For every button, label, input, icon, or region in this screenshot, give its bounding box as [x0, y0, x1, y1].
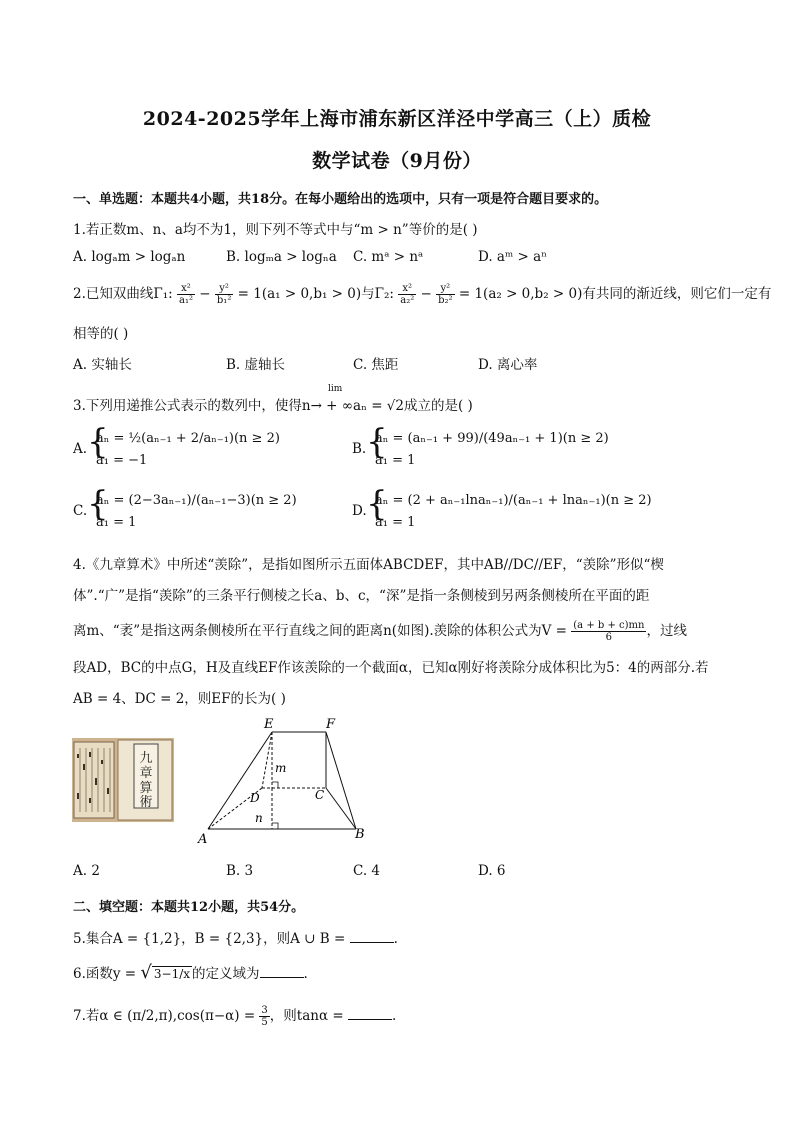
book-photo-svg	[72, 738, 174, 822]
q1-option-c: C. mᵃ > nᵃ	[353, 249, 424, 265]
section1-heading: 一、单选题：本题共4小题，共18分。在每小题给出的选项中，只有一项是符合题目要求的。	[73, 192, 608, 207]
q2-option-c: C. 焦距	[353, 357, 399, 373]
q7-stem-b: ，则tanα =	[269, 1008, 348, 1024]
label-a: A	[198, 832, 208, 847]
q3-option-c-line2: a₁ = 1	[96, 515, 137, 530]
q7-fraction: $\frac{3}{5}$	[261, 1005, 268, 1028]
q3-option-d-line1: aₙ = (2 + aₙ₋₁lnaₙ₋₁)/(aₙ₋₁ + lnaₙ₋₁)(n ≥ 2)	[375, 493, 652, 508]
q1-stem: 1.若正数m、n、a均不为1，则下列不等式中与“m > n”等价的是( )	[73, 222, 478, 238]
q3-option-b-line2: a₁ = 1	[375, 453, 416, 468]
q2-option-a: A. 实轴长	[73, 357, 132, 373]
q3-option-a-brace: {	[87, 422, 109, 462]
section2-heading: 二、填空题：本题共12小题，共54分。	[73, 900, 305, 915]
q4-volume-fraction: $\frac{(a + b + c)mn}{6}$	[573, 620, 645, 643]
q3-option-b-brace: {	[366, 422, 388, 462]
q3-option-c-brace: {	[87, 484, 109, 524]
label-c: C	[315, 788, 325, 802]
q3-option-b-label: B.	[352, 441, 367, 457]
q2-frac1-x: $\frac{\text{x²}}{\text{a₁²}}$	[179, 283, 193, 306]
q6-radicand: 3−1/x	[153, 967, 191, 981]
q6-end: .	[303, 966, 308, 982]
q2-frac1-y: $\frac{\text{y²}}{\text{b₁²}}$	[216, 283, 232, 306]
q3-option-c-line1: aₙ = (2−3aₙ₋₁)/(aₙ₋₁−3)(n ≥ 2)	[96, 493, 297, 508]
q5-end: .	[393, 931, 398, 947]
label-d: D	[250, 791, 260, 805]
q6-stem-a: 6.函数y =	[73, 966, 141, 982]
book-title-char-2: 章	[139, 766, 153, 781]
label-m: m	[275, 761, 287, 775]
q7-stem-a: 7.若α ∈ (π/2,π),cos(π−α) =	[73, 1008, 260, 1024]
q4-figure	[196, 714, 374, 848]
q2-option-b: B. 虚轴长	[226, 357, 286, 373]
q2-stem-line1: 2.已知双曲线Γ₁: $\frac{\text{x²}}{\text{a₁²}}$ − $\frac{\text{y²}}{\text{b₁²}}$ = 1(a₁ > 0,b₁ > 0)与Γ₂: $\frac{\text{x²}}{\text{a₂²}}$ − $\frac{\text{y²}}{\text{b₂²}}$ = 1(a₂ > 0,b₂ > 0)有共同的渐近线，则它们一定有	[73, 283, 772, 306]
q4-option-a: A. 2	[73, 863, 100, 879]
q1-option-d: D. aᵐ > aⁿ	[478, 249, 548, 265]
q6-answer-blank[interactable]	[260, 965, 304, 978]
q3-stem: 3.下列用递推公式表示的数列中，使得n→ + ∞aₙ = √2成立的是( )	[73, 398, 473, 414]
q3-option-b-line1: aₙ = (aₙ₋₁ + 99)/(49aₙ₋₁ + 1)(n ≥ 2)	[375, 431, 609, 446]
q3-option-d-brace: {	[366, 484, 388, 524]
q2-stem-b: = 1(a₁ > 0,b₁ > 0)与Γ₂:	[237, 286, 394, 302]
q1-option-a: A. logₐm > logₐn	[73, 249, 186, 265]
q7-line	[73, 1004, 396, 1028]
q4-option-c: C. 4	[353, 863, 381, 879]
q4-line3	[73, 619, 687, 643]
q4-figure-svg	[196, 714, 374, 848]
q4-line1: 4.《九章算术》中所述“羡除”，是指如图所示五面体ABCDEF，其中AB//DC//EF，“羡除”形似“楔	[73, 557, 664, 573]
q7-end: .	[391, 1008, 397, 1024]
label-n: n	[255, 811, 263, 825]
book-title-char-4: 術	[139, 795, 153, 810]
q4-line5: AB = 4、DC = 2，则EF的长为( )	[73, 691, 286, 707]
q3-option-a-line2: a₁ = −1	[96, 453, 148, 468]
q1-option-b: B. logₘa > logₙa	[226, 249, 337, 265]
q6-line	[73, 962, 308, 983]
q2-frac2-y: $\frac{\text{y²}}{\text{b₂²}}$	[438, 283, 453, 306]
book-title-char-1: 九	[139, 751, 153, 766]
label-e: E	[264, 717, 274, 732]
q4-option-d: D. 6	[478, 863, 506, 879]
label-b: B	[355, 827, 365, 842]
paper-title-line2: 数学试卷（9月份）	[312, 150, 482, 172]
q2-stem-a: 2.已知双曲线Γ₁:	[73, 286, 173, 302]
q3-option-d-label: D.	[352, 503, 367, 519]
q2-option-d: D. 离心率	[478, 357, 538, 373]
q7-answer-blank[interactable]	[348, 1007, 392, 1020]
label-f: F	[326, 717, 336, 732]
q4-line3-a: 离m、“袤”是指这两条侧棱所在平行直线之间的距离n(如图).羡除的体积公式为V =	[73, 623, 567, 639]
book-title-char-3: 算	[139, 781, 153, 796]
q5-stem: 5.集合A = {1,2}，B = {2,3}，则A ∪ B =	[73, 931, 350, 947]
q3-option-a-line1: aₙ = ½(aₙ₋₁ + 2/aₙ₋₁)(n ≥ 2)	[96, 431, 280, 446]
q3-lim: lim	[328, 384, 343, 394]
q4-line3-b: ，过线	[646, 623, 687, 639]
q2-frac2-x: $\frac{\text{x²}}{\text{a₂²}}$	[400, 283, 415, 306]
q3-option-a-label: A.	[73, 441, 88, 457]
q5-answer-blank[interactable]	[350, 930, 394, 943]
q4-line4: 段AD，BC的中点G，H及直线EF作该羡除的一个截面α，已知α刚好将羡除分成体积比为5：4的两部分.若	[73, 660, 709, 676]
q4-option-b: B. 3	[226, 863, 254, 879]
q4-line2: 体”.“广”是指“羡除”的三条平行侧棱之长a、b、c，“深”是指一条侧棱到另两条侧棱所在平面的距	[73, 588, 650, 604]
q2-stem-c: = 1(a₂ > 0,b₂ > 0)有共同的渐近线，则它们一定有	[458, 286, 772, 302]
q2-stem-line2: 相等的( )	[73, 326, 129, 342]
sqrt-symbol: √	[140, 962, 152, 983]
jiuzhang-book-image	[72, 738, 174, 822]
q5-line	[73, 927, 398, 947]
q3-option-d-line2: a₁ = 1	[375, 515, 416, 530]
paper-title-line1: 2024-2025学年上海市浦东新区洋泾中学高三（上）质检	[142, 108, 652, 130]
q3-option-c-label: C.	[73, 503, 88, 519]
q6-stem-b: 的定义域为	[192, 966, 260, 982]
